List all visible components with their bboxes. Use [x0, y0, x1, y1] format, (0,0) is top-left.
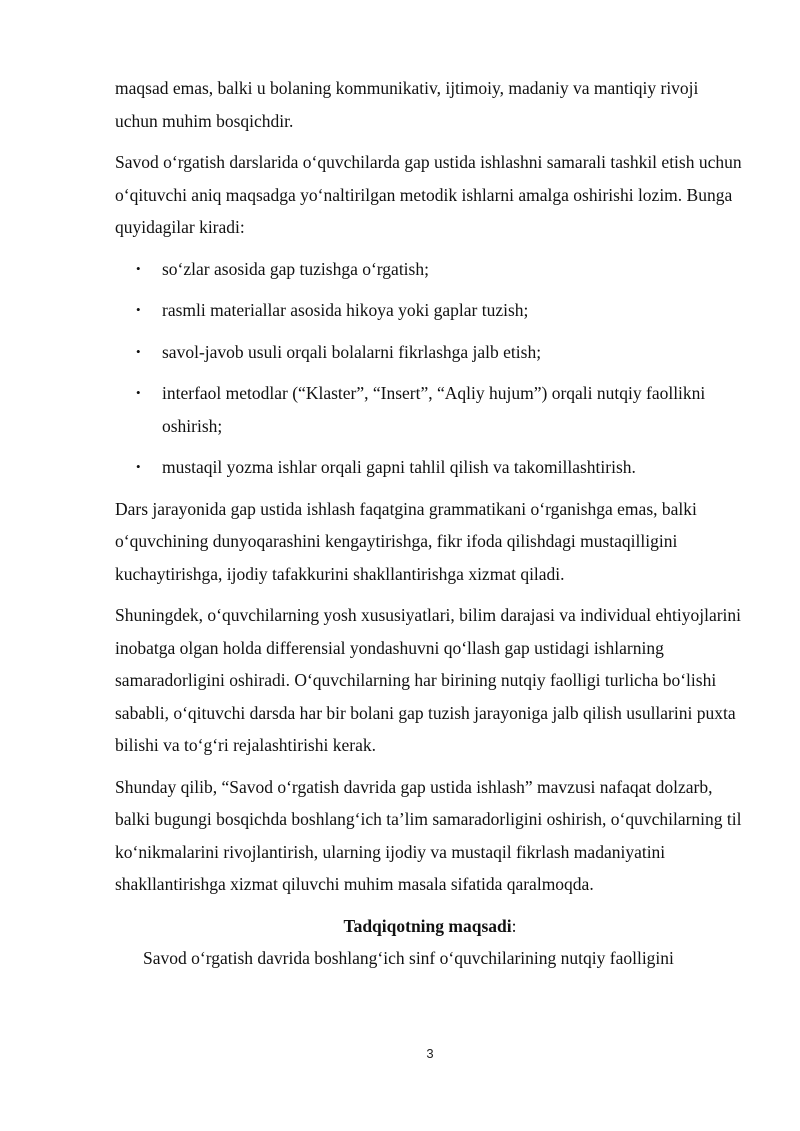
- paragraph-5: Shunday qilib, “Savod o‘rgatish davrida gap ustida ishlash” mavzusi nafaqat dolzarb, balki bugungi bosqichda boshlang‘ich ta’lim samaradorligini oshirish, o‘quvchilarning til ko‘nikmalarini rivojlantirish, ularning ijodiy va mustaqil fikrlash madaniyatini shakllantirishga xizmat qiluvchi muhim masala sifatida qaralmoqda.: [115, 776, 742, 894]
- methods-bullet-list: [115, 253, 745, 484]
- section-heading-colon: :: [511, 915, 517, 936]
- list-item-text: so‘zlar asosida gap tuzishga o‘rgatish;: [162, 258, 429, 279]
- list-item: [115, 294, 745, 327]
- bullet-icon: •: [136, 459, 141, 474]
- paragraph-4: Shuningdek, o‘quvchilarning yosh xususiyatlari, bilim darajasi va individual ehtiyojlarini inobatga olgan holda differensial yondashuvni qo‘llash gap ustidagi ishlarning samaradorligini oshiradi. O‘quvchilarning har birining nutqiy faolligi turlicha bo‘lishi sababli, o‘qituvchi darsda har bir bolani gap tuzish jarayoniga jalb qilish usullarini puxta bilishi va to‘g‘ri rejalashtirishi kerak.: [115, 605, 742, 755]
- list-item: [115, 377, 745, 442]
- bullet-icon: •: [136, 260, 141, 276]
- section-heading-text: Tadqiqotning maqsadi: [343, 915, 512, 936]
- page-number: 3: [426, 1046, 434, 1061]
- list-item-text: rasmli materiallar asosida hikoya yoki gaplar tuzish;: [162, 300, 529, 320]
- list-item-text: interfaol metodlar (“Klaster”, “Insert”, “Aqliy hujum”) orqali nutqiy faollikni oshirish;: [162, 383, 706, 436]
- paragraph-1: maqsad emas, balki u bolaning kommunikativ, ijtimoiy, madaniy va mantiqiy rivoji uchun muhim bosqichdir.: [115, 78, 699, 131]
- page-content: [115, 72, 745, 975]
- list-item-text: mustaqil yozma ishlar orqali gapni tahlil qilish va takomillashtirish.: [162, 457, 636, 477]
- list-item: [115, 451, 745, 484]
- section-heading: [115, 910, 745, 943]
- list-item: [115, 253, 745, 286]
- paragraph-6: Savod o‘rgatish davrida boshlang‘ich sinf o‘quvchilarining nutqiy faolligini: [143, 948, 674, 968]
- bullet-icon: •: [136, 302, 141, 317]
- paragraph-3: Dars jarayonida gap ustida ishlash faqatgina grammatikani o‘rganishga emas, balki o‘quvchining dunyoqarashini kengaytirishga, fikr ifoda qilishdagi mustaqilligini kuchaytirishga, ijodiy tafakkurini shakllantirishga xizmat qiladi.: [115, 498, 697, 584]
- bullet-icon: •: [136, 385, 141, 400]
- list-item: [115, 336, 745, 369]
- paragraph-2: Savod o‘rgatish darslarida o‘quvchilarda gap ustida ishlashni samarali tashkil etish uchun o‘qituvchi aniq maqsadga yo‘naltirilgan metodik ishlarni amalga oshirishi lozim. Bunga quyidagilar kiradi:: [115, 152, 742, 237]
- list-item-text: savol-javob usuli orqali bolalarni fikrlashga jalb etish;: [162, 341, 542, 362]
- bullet-icon: •: [136, 343, 141, 359]
